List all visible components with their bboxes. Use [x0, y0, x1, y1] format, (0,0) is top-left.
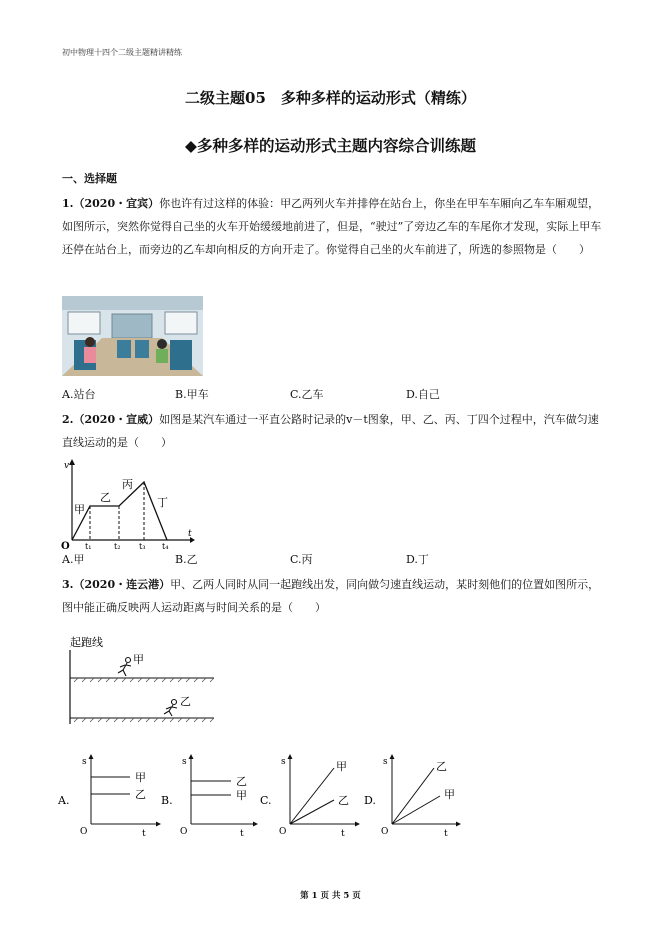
q1-option-c[interactable]: C.乙车: [290, 388, 324, 401]
vt-label-ding: 丁: [157, 496, 168, 509]
svg-text:O: O: [279, 827, 287, 837]
q2-source: （2020・宣威）: [73, 413, 160, 426]
q3-graph-options: [58, 752, 478, 842]
q3-number: 3.: [62, 578, 74, 591]
vt-tick-t4: t₄: [162, 542, 169, 551]
section-title: ◆多种多样的运动形式主题内容综合训练题: [185, 136, 476, 155]
svg-text:乙: 乙: [436, 760, 447, 773]
svg-text:t: t: [341, 829, 345, 839]
runners-figure: [66, 632, 216, 727]
q3-d-line-lower: [392, 796, 440, 824]
q3-d-line-upper: [392, 768, 434, 824]
q2-option-b[interactable]: B.乙: [175, 553, 198, 566]
svg-text:甲: 甲: [444, 788, 455, 801]
svg-text:s: s: [182, 757, 187, 767]
runner-jia-label: 甲: [133, 653, 144, 666]
vt-tick-t3: t₃: [139, 542, 146, 551]
vt-tick-t1: t₁: [85, 542, 92, 551]
q3-c-line-lower: [290, 800, 334, 824]
svg-text:甲: 甲: [135, 771, 146, 784]
vt-label-jia: 甲: [74, 503, 85, 516]
q1-source: （2020・宜宾）: [73, 197, 160, 210]
page-footer: 第 1 页 共 5 页: [300, 891, 361, 901]
start-line-label: 起跑线: [70, 636, 103, 649]
page-title: 二级主题05 多种多样的运动形式（精练）: [185, 89, 476, 107]
page-header: 初中物理十四个二级主题精讲精练: [62, 48, 182, 57]
vt-graph: [60, 456, 195, 551]
svg-text:乙: 乙: [135, 788, 146, 801]
q2-option-a[interactable]: A.甲: [62, 553, 85, 566]
svg-text:t: t: [444, 829, 448, 839]
q2-option-d[interactable]: D.丁: [406, 553, 429, 566]
q3-option-a[interactable]: [58, 754, 161, 839]
vt-tick-t2: t₂: [114, 542, 121, 551]
vt-origin: O: [61, 541, 70, 551]
q3-option-a-label: A.: [58, 794, 70, 807]
q1-text: 你也许有过这样的体验：甲乙两列火车并排停在站台上，你坐在甲车车厢向乙车车厢观望，如图所示，突然你觉得自己坐的火车开始缓缓地前进了，但是，“驶过”了旁边乙车的车尾你才发现，实际上甲车还停在站台上，而旁边的乙车却向相反的方向开走了。你觉得自己坐的火车前进了，所选的参照物是（ ）: [62, 197, 602, 256]
question-1: [62, 192, 607, 261]
vt-label-yi: 乙: [100, 491, 111, 504]
runner-yi-label: 乙: [180, 695, 191, 708]
svg-text:O: O: [180, 827, 188, 837]
section-heading: 一、选择题: [62, 172, 117, 185]
vt-v-label: v: [64, 461, 70, 471]
q3-text: 甲、乙两人同时从同一起跑线出发，同向做匀速直线运动，某时刻他们的位置如图所示，图中能正确反映两人运动距离与时间关系的是（ ）: [62, 578, 600, 614]
q1-number: 1.: [62, 197, 74, 210]
q3-option-b-label: B.: [161, 794, 173, 807]
svg-text:t: t: [142, 829, 146, 839]
q3-option-c-label: C.: [260, 794, 272, 807]
q1-options: [62, 386, 582, 402]
train-carriage-image: [62, 296, 203, 376]
q3-option-c[interactable]: [260, 754, 360, 839]
q1-option-b[interactable]: B.甲车: [175, 388, 209, 401]
q2-option-c[interactable]: C.丙: [290, 553, 313, 566]
svg-text:s: s: [82, 757, 87, 767]
q3-c-line-upper: [290, 768, 334, 824]
svg-text:s: s: [281, 757, 286, 767]
svg-text:乙: 乙: [236, 775, 247, 788]
q3-option-d-label: D.: [364, 794, 376, 807]
runner-yi-icon: [164, 700, 177, 717]
q1-option-a[interactable]: A.站台: [62, 388, 96, 401]
vt-label-bing: 丙: [122, 478, 133, 491]
svg-text:乙: 乙: [338, 794, 349, 807]
q1-option-d[interactable]: D.自己: [406, 388, 440, 401]
svg-text:O: O: [381, 827, 389, 837]
q3-option-d[interactable]: [364, 754, 461, 839]
svg-text:t: t: [240, 829, 244, 839]
question-3: [62, 573, 607, 619]
q3-option-b[interactable]: [161, 754, 258, 839]
svg-text:O: O: [80, 827, 88, 837]
runner-jia-icon: [118, 658, 131, 677]
svg-text:甲: 甲: [336, 760, 347, 773]
q2-text: 如图是某汽车通过一平直公路时记录的v－t图象，甲、乙、丙、丁四个过程中，汽车做匀速直线运动的是（ ）: [62, 413, 599, 449]
vt-t-label: t: [188, 529, 192, 539]
question-2: [62, 408, 607, 454]
svg-text:甲: 甲: [236, 789, 247, 802]
q2-number: 2.: [62, 413, 74, 426]
svg-text:s: s: [383, 757, 388, 767]
q2-options: [62, 551, 582, 567]
q3-source: （2020・连云港）: [73, 578, 171, 591]
